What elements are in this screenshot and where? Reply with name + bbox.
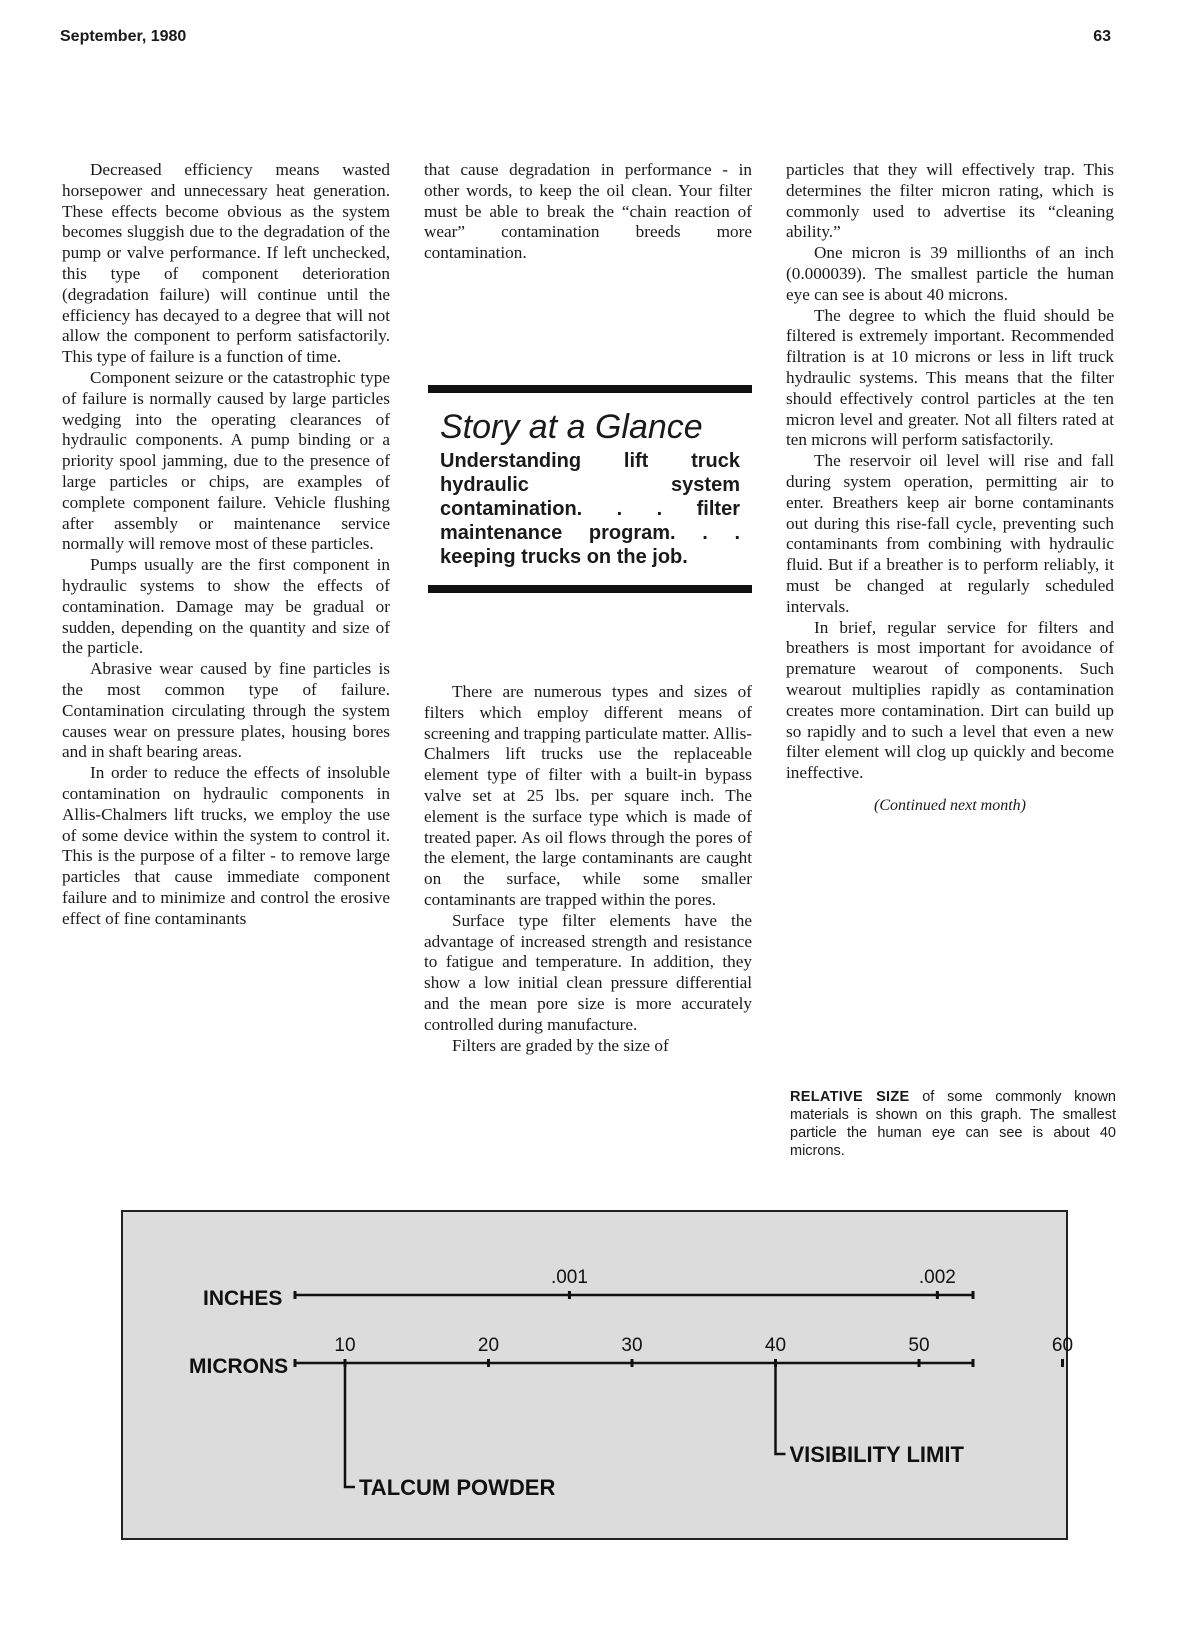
relative-size-graph	[121, 1210, 1074, 1540]
article-column-2-top	[424, 160, 752, 264]
material-leader-line	[776, 1363, 786, 1454]
scale-diagram	[123, 1212, 1074, 1538]
paragraph: In brief, regular service for filters and breathers is most important for avoidance of premature wearout of components. Such wearout multiplies rapidly as contamination creates more contamination. Dirt can build up so rapidly and to such a level that even a new filter element will clog up quickly and become ineffective.	[786, 617, 1114, 783]
rule-top	[428, 385, 752, 393]
material-leader-line	[345, 1363, 355, 1487]
micron-tick-label: 20	[477, 1335, 500, 1356]
figure-caption	[790, 1088, 1116, 1160]
micron-tick-label: 60	[1051, 1335, 1074, 1356]
paragraph: The degree to which the fluid should be filtered is extremely important. Recommended filtration is at 10 microns or less in lift truck hydraulic systems. This means that the filter should effectively control particles at the ten micron level and greater. Not all filters rated at ten microns will perform satisfactorily.	[786, 305, 1114, 450]
micron-tick-label: 40	[764, 1335, 787, 1356]
glance-summary: Understanding lift truck hydraulic system contamination. . . filter maintenance program. . . keeping trucks on the job.	[440, 450, 740, 568]
article-column-3	[786, 160, 1114, 817]
paragraph: Component seizure or the catastrophic type of failure is normally caused by large particles wedging into the operating clearances of hydraulic components. A pump binding or a priority spool jamming, due to the presence of large particles or chips, are examples of complete component failure. Vehicle flushing after assembly or maintenance service normally will remove most of these particles.	[62, 367, 390, 554]
paragraph: Decreased efficiency means wasted horsepower and unnecessary heat generation. These effects become obvious as the system becomes sluggish due to the degradation of the pump or valve performance. If left unchecked, this type of component deterioration (degradation failure) will continue until the efficiency has decayed to a degree that will not allow the component to perform satisfactorily. This type of failure is a function of time.	[62, 160, 390, 367]
issue-date: September, 1980	[60, 28, 187, 45]
article-column-1	[62, 160, 390, 929]
paragraph: that cause degradation in performance - in other words, to keep the oil clean. Your filter must be able to break the “chain reaction of wear” contamination breeds more contamination.	[424, 160, 752, 263]
story-at-a-glance-box	[428, 385, 752, 593]
paragraph: One micron is 39 millionths of an inch (0.000039). The smallest particle the human eye can see is about 40 microns.	[786, 243, 1114, 304]
caption-text: of some commonly known materials is shown on this graph. The smallest particle the human eye can see is about 40 microns.	[790, 1089, 1116, 1159]
inch-tick-label: .001	[550, 1267, 588, 1288]
paragraph: The reservoir oil level will rise and fall during system operation, permitting air to enter. Breathers keep air borne contaminants out during this rise-fall cycle, preventing such contaminants from combining with hydraulic fluid. But if a breather is to perform reliably, it must be changed at regularly scheduled intervals.	[786, 451, 1114, 616]
page-header	[60, 28, 1111, 52]
paragraph: Pumps usually are the first component in hydraulic systems to show the effects of contamination. Damage may be gradual or sudden, depending on the quantity and size of the particle.	[62, 555, 390, 658]
material-label: VISIBILITY LIMIT	[789, 1442, 964, 1467]
material-label: TALCUM POWDER	[359, 1475, 556, 1500]
inches-axis-label: INCHES	[203, 1287, 283, 1310]
paragraph: Abrasive wear caused by fine particles is the most common type of failure. Contamination circulating through the system causes wear on pressure plates, housing bores and in shaft bearing areas.	[62, 659, 390, 762]
paragraph: particles that they will effectively trap. This determines the filter micron rating, which is commonly used to advertise its “cleaning ability.”	[786, 160, 1114, 242]
continued-note: (Continued next month)	[874, 796, 1026, 814]
caption-lead: RELATIVE SIZE	[790, 1089, 910, 1105]
article-column-2-bottom	[424, 682, 752, 1056]
page-number: 63	[1093, 28, 1111, 45]
micron-tick-label: 50	[908, 1335, 930, 1356]
rule-bottom	[428, 585, 752, 593]
inch-tick-label: .002	[918, 1267, 956, 1288]
paragraph: In order to reduce the effects of insoluble contamination on hydraulic components in Allis-Chalmers lift trucks, we employ the use of some device within the system to control it. This is the purpose of a filter - to remove large particles that cause immediate component failure and to minimize and control the erosive effect of fine contaminants	[62, 763, 390, 928]
microns-axis-label: MICRONS	[189, 1355, 289, 1378]
micron-tick-label: 10	[334, 1335, 356, 1356]
glance-title: Story at a Glance	[440, 408, 703, 446]
paragraph: Surface type filter elements have the advantage of increased strength and resistance to fatigue and temperature. In addition, they show a low initial clean pressure differential and the mean pore size is more accurately controlled during manufacture.	[424, 910, 752, 1034]
paragraph: There are numerous types and sizes of filters which employ different means of screening and trapping particulate matter. Allis-Chalmers lift trucks use the replaceable element type of filter with a built-in bypass valve set at 25 lbs. per square inch. The element is the surface type which is made of treated paper. As oil flows through the pores of the element, the large contaminants are caught on the surface, while some smaller contaminants are trapped within the pores.	[424, 682, 752, 909]
micron-tick-label: 30	[621, 1335, 643, 1356]
paragraph: Filters are graded by the size of	[452, 1035, 669, 1055]
